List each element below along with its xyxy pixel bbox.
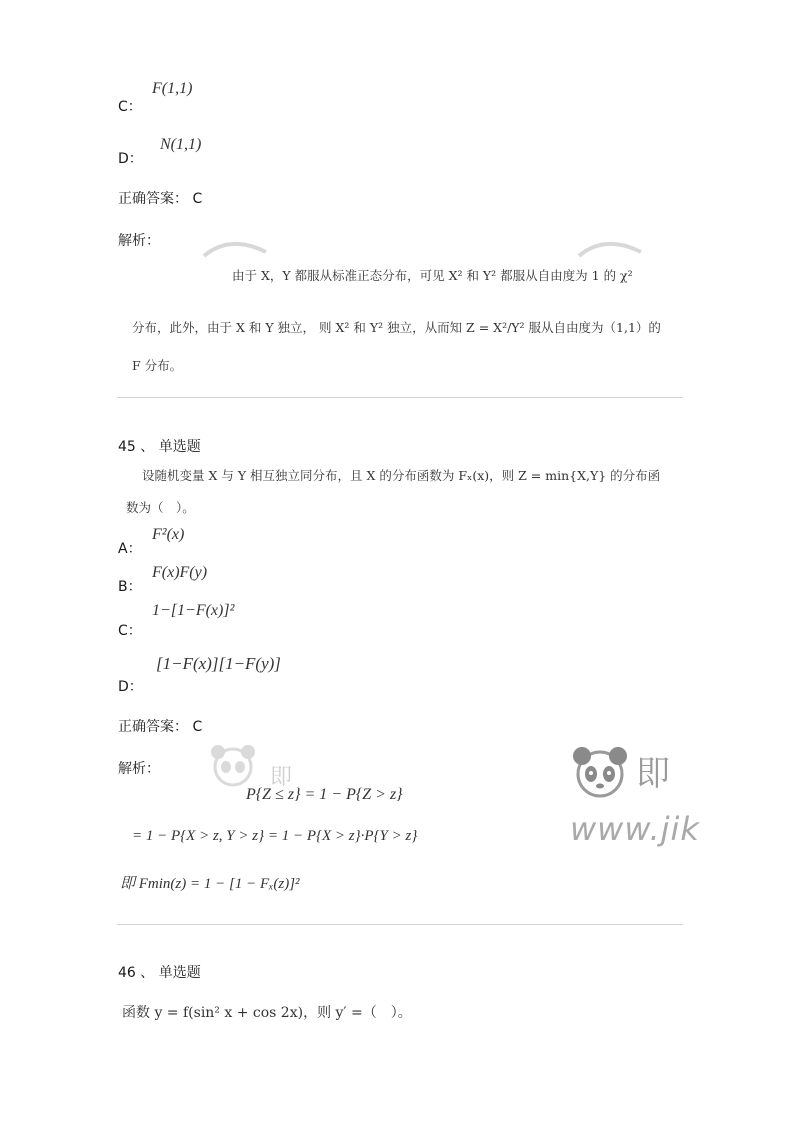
q44-option-d-formula: N(1,1) <box>160 136 202 153</box>
q45-option-d-label[interactable]: D： <box>118 679 143 695</box>
q45-option-b-label[interactable]: B： <box>118 579 142 595</box>
watermark-swoosh-icon <box>200 238 270 260</box>
divider <box>117 397 683 398</box>
q44-analysis-label: 解析： <box>118 233 160 249</box>
q45-analysis-line-2: = 1 − P{X > z, Y > z} = 1 − P{X > z}·P{Y > z} <box>132 828 418 844</box>
panda-watermark-icon <box>568 742 632 802</box>
q46-stem: 函数 y = f(sin² x + cos 2x)，则 y′ =（ ）。 <box>122 1005 412 1021</box>
q44-correct-answer: 正确答案： C <box>118 191 203 207</box>
watermark-brand-left: 即 <box>270 765 293 790</box>
q46-header: 46 、 单选题 <box>118 965 201 981</box>
watermark-brand-right: 即 <box>636 754 670 794</box>
q44-analysis-line-2: 分布，此外，由于 X 和 Y 独立， 则 X² 和 Y² 独立，从而知 Z = X²/Y² 服从自由度为（1,1）的 <box>132 320 661 335</box>
q45-stem-line-1: 设随机变量 X 与 Y 相互独立同分布，且 X 的分布函数为 Fₓ(x)，则 Z = min{X,Y} 的分布函 <box>142 468 661 483</box>
panda-watermark-icon <box>198 740 268 790</box>
q44-analysis-line-3: F 分布。 <box>132 358 183 373</box>
q45-analysis-label: 解析： <box>118 761 160 777</box>
q45-analysis-line-1: P{Z ≤ z} = 1 − P{Z > z} <box>246 786 403 803</box>
q44-option-d-label[interactable]: D： <box>118 151 143 167</box>
q45-option-c-label[interactable]: C： <box>118 623 142 639</box>
q45-option-d-formula: [1−F(x)][1−F(y)] <box>156 654 281 673</box>
q45-analysis-line-3: 即 Fmin(z) = 1 − [1 − Fₓ(z)]² <box>120 876 300 892</box>
watermark-url: www.jik <box>570 810 700 848</box>
q45-option-a-formula: F²(x) <box>152 526 185 543</box>
q44-analysis-line-1: 由于 X，Y 都服从标准正态分布，可见 X² 和 Y² 都服从自由度为 1 的 χ² <box>232 268 633 283</box>
q45-correct-answer: 正确答案： C <box>118 719 203 735</box>
q45-option-b-formula: F(x)F(y) <box>152 564 208 581</box>
q45-option-a-label[interactable]: A： <box>118 541 142 557</box>
q45-header: 45 、 单选题 <box>118 439 201 455</box>
q44-option-c-label[interactable]: C： <box>118 99 142 115</box>
q45-option-c-formula: 1−[1−F(x)]² <box>152 602 235 619</box>
q45-stem-line-2: 数为（ ）。 <box>126 500 195 515</box>
watermark-swoosh-icon <box>575 238 645 260</box>
divider <box>117 924 683 925</box>
q44-option-c-formula: F(1,1) <box>152 80 193 97</box>
